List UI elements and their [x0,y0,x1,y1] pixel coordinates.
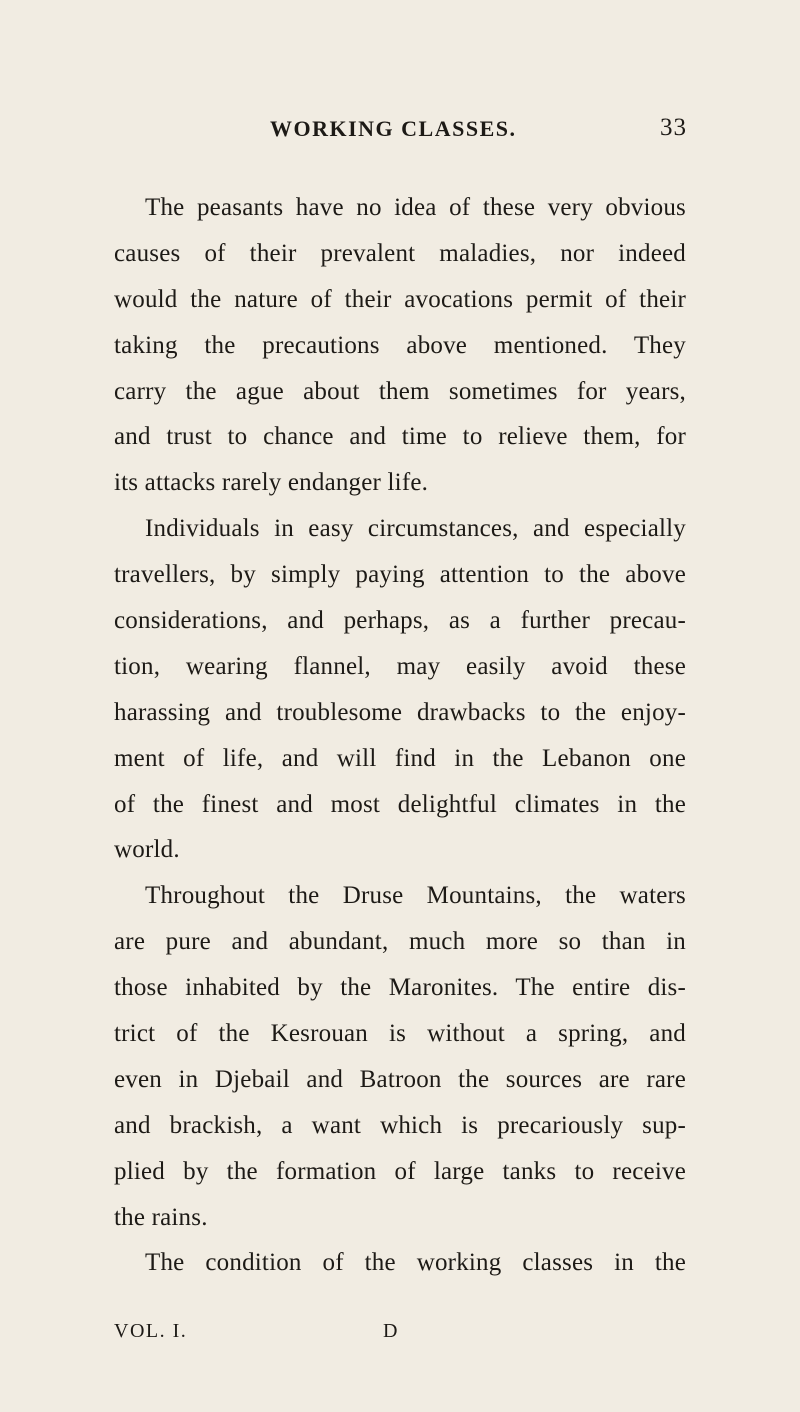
text-line: causes of their prevalent maladies, nor indeed [114,239,686,267]
text-line: and trust to chance and time to relieve them, for [114,423,686,451]
text-line: Individuals in easy circumstances, and especially [145,515,686,543]
page-footer [0,1320,800,1350]
text-line: Throughout the Druse Mountains, the waters [145,882,686,910]
running-head [0,110,800,150]
text-line: plied by the formation of large tanks to receive [114,1157,686,1185]
text-line: The condition of the working classes in the [145,1249,686,1277]
text-line: ment of life, and will find in the Lebanon one [114,744,686,772]
body-text [114,185,686,1286]
text-line: harassing and troublesome drawbacks to the enjoy- [114,698,686,726]
text-line: the rains. [114,1203,208,1231]
text-line: taking the precautions above mentioned. They [114,331,686,359]
text-line: carry the ague about them sometimes for years, [114,377,686,405]
text-line: those inhabited by the Maronites. The entire dis- [114,974,686,1002]
signature-mark: D [383,1320,398,1342]
text-line: of the finest and most delightful climates in the [114,790,686,818]
text-line: even in Djebail and Batroon the sources are rare [114,1065,686,1093]
text-line: are pure and abundant, much more so than in [114,928,686,956]
text-line: tion, wearing flannel, may easily avoid these [114,652,686,680]
text-line: travellers, by simply paying attention to the above [114,561,686,589]
text-line: world. [114,836,180,864]
text-line: considerations, and perhaps, as a further precau- [114,607,686,635]
text-line: and brackish, a want which is precariously sup- [114,1111,686,1139]
text-line: its attacks rarely endanger life. [114,469,429,497]
text-line: would the nature of their avocations permit of their [114,285,686,313]
running-title: WORKING CLASSES. [270,116,517,141]
text-line: trict of the Kesrouan is without a spring, and [114,1020,686,1048]
volume-mark: VOL. I. [114,1320,188,1342]
page-number: 33 [660,114,687,141]
text-line: The peasants have no idea of these very obvious [145,194,686,221]
